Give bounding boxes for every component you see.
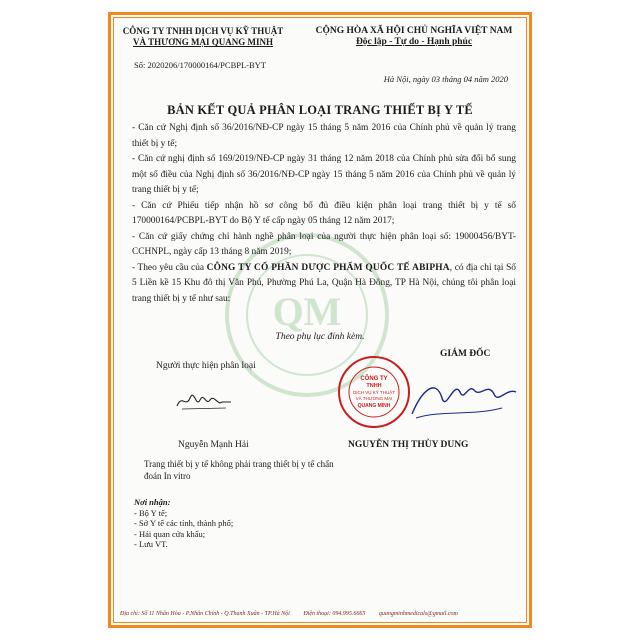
recipient-item: - Sở Y tế các tỉnh, thành phố; [134,518,234,528]
document-title: BẢN KẾT QUẢ PHÂN LOẠI TRANG THIẾT BỊ Y TẾ [167,103,473,117]
republic-name: CỘNG HÒA XÃ HỘI CHỦ NGHĨA VIỆT NAM [315,26,513,36]
svg-text:QUANG MINH: QUANG MINH [357,403,391,409]
performer-signature-icon [174,388,234,414]
svg-text:DỊCH VỤ KỸ THUẬT: DỊCH VỤ KỸ THUẬT [353,390,395,395]
footer-phone: Điện thoại: 094.995.6665 [303,611,366,617]
footer-address: Địa chỉ: Số 11 Nhân Hòa - P.Nhân Chính - Q.Thanh Xuân - TP.Hà Nội [120,611,290,617]
document-date: Hà Nội, ngày 03 tháng 04 năm 2020 [383,74,508,84]
basis-paragraph-1: - Căn cứ Nghị định số 36/2016/NĐ-CP ngày 15 tháng 5 năm 2016 của Chính phủ về quản lý trang thiết bị y tế; [132,123,516,149]
basis-paragraph-4: - Căn cứ giấy chứng chỉ hành nghề phân loại của người thực hiện phân loại số: 19000456/BYT-CCHNPL, ngày cấp 13 tháng 8 năm 2019; [132,231,516,257]
basis-paragraph-2: - Căn cứ nghị định số 169/2019/NĐ-CP ngày 31 tháng 12 năm 2018 của Chính phủ sửa đổi bổ sung một số điều của Nghị định số 36/2016/NĐ-CP ngày 15 tháng 5 năm 2016 của Chính phủ về quản lý trang thiết bị y tế; [132,154,516,195]
request-suffix: , có địa chỉ tại Số 5 Liền kề 15 Khu đô thị Văn Phú, Phường Phú La, Quận Hà Đông, TP Hà Nội, chúng tôi phân loại trang thiết bị y tế như sau: [132,262,516,304]
svg-text:TNHH: TNHH [366,383,382,389]
document-body [132,121,516,307]
company-name-line2: VÀ THƯƠNG MẠI QUANG MINH [133,37,273,47]
director-name: NGUYỄN THỊ THÙY DUNG [348,440,469,450]
svg-text:VÀ THƯƠNG MẠI: VÀ THƯƠNG MẠI [355,396,393,401]
performer-label: Người thực hiện phân loại [156,361,256,371]
requesting-company: CÔNG TY CỔ PHẦN DƯỢC PHẨM QUỐC TẾ ABIPHA [206,262,450,273]
basis-paragraph-3: - Căn cứ Phiếu tiếp nhận hồ sơ công bố đủ điều kiện phân loại trang thiết bị y tế số 170000164/PCBPL-BYT do Bộ Y tế cấp ngày 05 tháng 12 năm 2017; [132,200,516,226]
recipient-item: - Bộ Y tế; [134,507,168,518]
request-paragraph [132,261,516,308]
recipient-item: - Lưu VT. [134,539,168,549]
recipients-block [134,497,233,550]
company-header [118,26,288,48]
annex-note: Theo phụ lục đính kèm. [275,332,365,342]
recipient-item: - Hải quan cửa khẩu; [134,528,206,539]
classification-note: Trang thiết bị y tế không phải trang thiết bị y tế chẩn đoán In vitro [144,459,334,481]
national-motto: Độc lập - Tự do - Hạnh phúc [355,37,473,47]
director-signature-icon [402,370,522,430]
document-number: Số: 2020206/170000164/PCBPL-BYT [134,60,267,70]
director-label: GIÁM ĐỐC [440,349,491,359]
footer-email: quangminhmedicals@gmail.com [378,611,458,617]
letterhead-footer [120,611,520,617]
recipients-heading: Nơi nhận: [134,497,171,507]
performer-name: Nguyễn Mạnh Hải [178,440,249,450]
company-stamp-icon [336,354,412,430]
company-name-line1: CÔNG TY TNHH DỊCH VỤ KỸ THUẬT [122,26,284,36]
svg-text:QM: QM [272,289,342,334]
document-page [104,8,536,632]
svg-text:CÔNG TY: CÔNG TY [360,376,388,382]
national-header [304,26,524,48]
request-prefix: - Theo yêu cầu của [132,262,207,273]
